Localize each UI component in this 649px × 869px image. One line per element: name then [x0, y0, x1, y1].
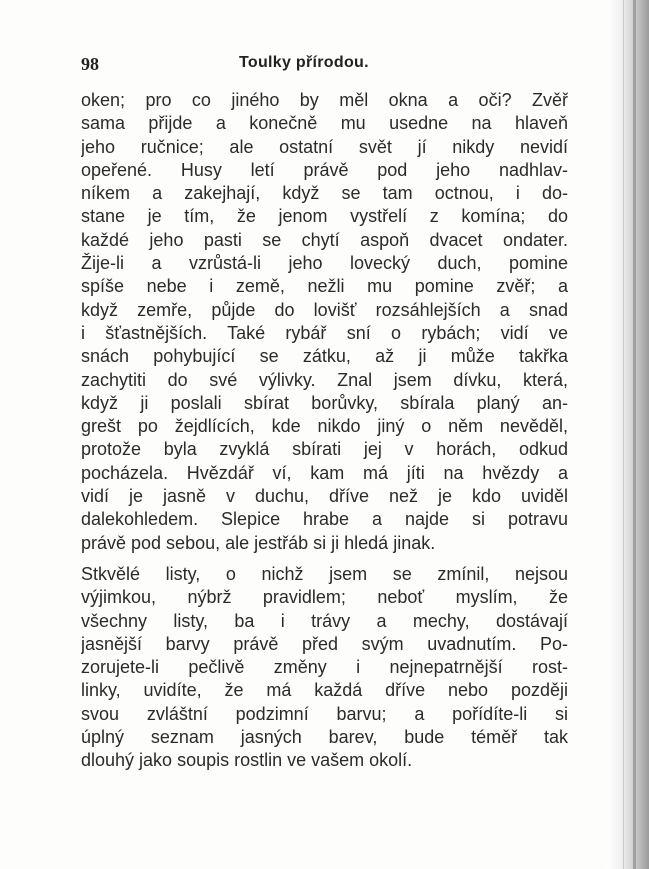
- text-line: úplný seznam jasných barev, bude téměř tak: [81, 727, 568, 748]
- text-line: výjimkou, nýbrž pravidlem; neboť myslím, že: [81, 587, 568, 608]
- running-title: Toulky přírodou.: [239, 54, 369, 71]
- text-line: jeho ručnice; ale ostatní svět jí nikdy nevidí: [81, 136, 568, 157]
- paragraph-1: [81, 89, 568, 555]
- text-line: když ji poslali sbírat borůvky, sbírala planý an-: [81, 392, 568, 413]
- text-line: právě pod sebou, ale jestřáb si ji hledá jinak.: [81, 532, 436, 553]
- text-line: oken; pro co jiného by měl okna a oči? Zvěř: [81, 90, 568, 110]
- text-line: spíše nebe i země, nežli mu pomine zvěř; a: [81, 276, 568, 297]
- text-line: vidí je jasně v duchu, dříve než je kdo uviděl: [81, 486, 568, 507]
- text-line: svou zvláštní podzimní barvu; a pořídíte-li si: [81, 703, 568, 724]
- text-line: dalekohledem. Slepice hrabe a najde si potravu: [81, 509, 568, 530]
- text-line: zachytiti do své výlivky. Znal jsem dívku, která,: [81, 369, 568, 390]
- text-line: i šťastnějších. Také rybář sní o rybách; vidí ve: [81, 322, 568, 343]
- text-line: stane je tím, že jenom vystřelí z komína; do: [81, 206, 568, 227]
- paragraph-2: [81, 563, 568, 773]
- text-line: pocházela. Hvězdář ví, kam má jíti na hvězdy a: [81, 462, 568, 483]
- text-line: protože byla zvyklá sbírati jej v horách, odkud: [81, 439, 568, 460]
- text-line: jasnější barvy právě před svým uvadnutím. Po-: [81, 633, 568, 654]
- page-number: 98: [81, 54, 99, 74]
- text-line: grešt po žejdlících, kde nikdo jiný o něm nevěděl,: [81, 416, 568, 437]
- text-line: všechny listy, ba i trávy a mechy, dostávají: [81, 610, 568, 631]
- text-line: opeřené. Husy letí právě pod jeho nadhlav-: [81, 159, 568, 180]
- text-line: níkem a zakejhají, když se tam octnou, i do-: [81, 183, 568, 204]
- text-line: dlouhý jako soupis rostlin ve vašem okolí.: [81, 750, 413, 771]
- page-edge-shadow: [605, 0, 649, 869]
- text-line: snách pohybující se zátku, až ji může takřka: [81, 346, 568, 367]
- text-line: linky, uvidíte, že má každá dříve nebo později: [81, 680, 568, 701]
- text-line: každé jeho pasti se chytí aspoň dvacet ondater.: [81, 229, 568, 250]
- text-line: Stkvělé listy, o nichž jsem se zmínil, nejsou: [81, 564, 568, 584]
- text-line: když zemře, půjde do lovišť rozsáhlejších a snad: [81, 299, 568, 320]
- text-line: sama přijde a konečně mu usedne na hlaveň: [81, 113, 568, 134]
- text-line: zorujete-li pečlivě změny i nejnepatrnější rost-: [81, 657, 568, 678]
- page-header: [81, 46, 568, 76]
- text-line: Žije-li a vzrůstá-li jeho lovecký duch, pomine: [81, 253, 568, 274]
